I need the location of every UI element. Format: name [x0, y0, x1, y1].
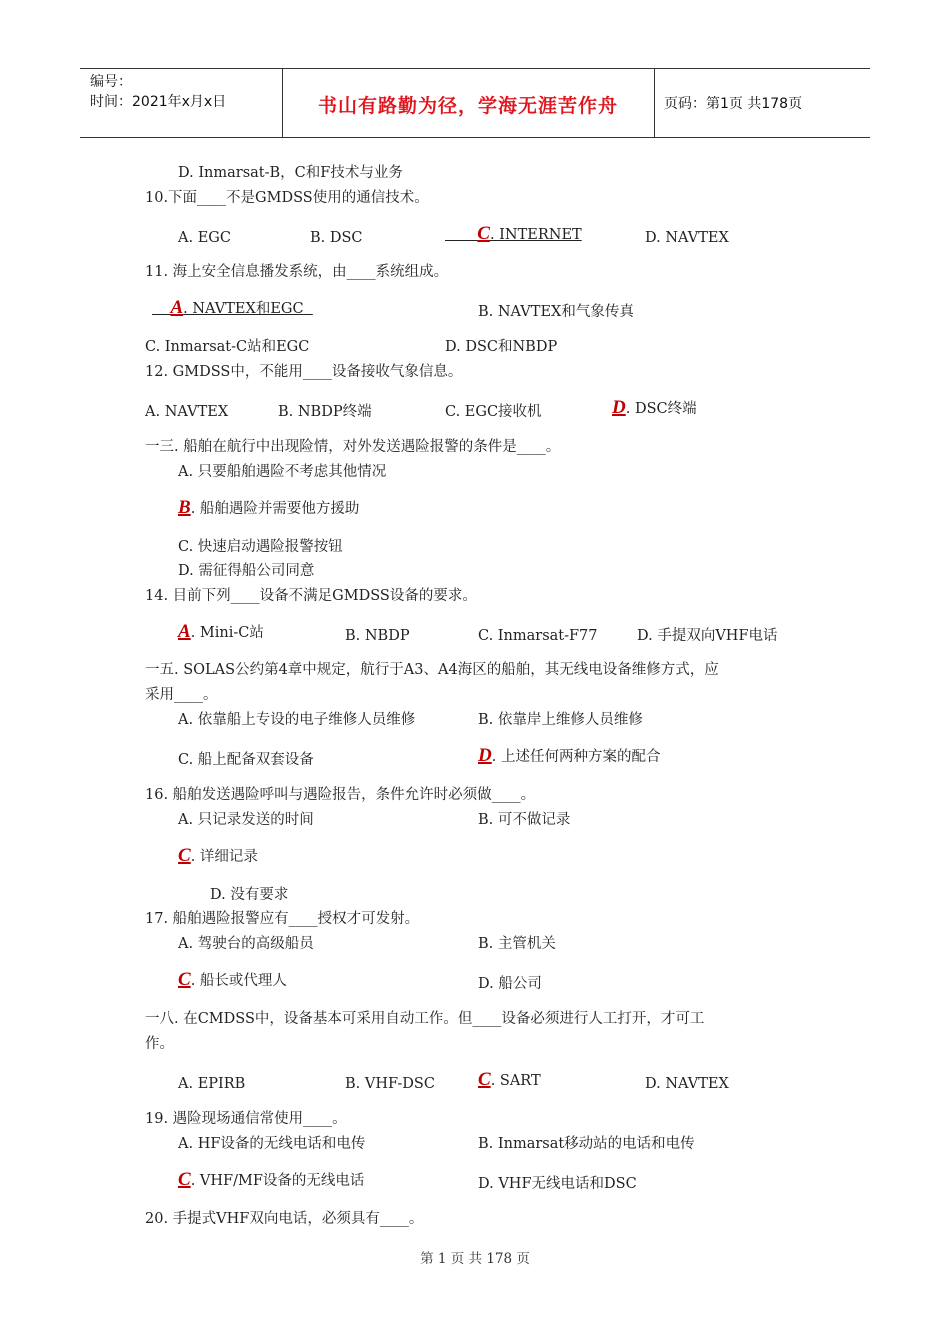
q13-option-d: D. 需征得船公司同意	[178, 563, 315, 579]
q19-option-a: A. HF设备的无线电话和电传	[178, 1136, 366, 1152]
q11-stem: 11. 海上安全信息播发系统，由____系统组成。	[145, 264, 449, 280]
q16-stem: 16. 船舶发送遇险呼叫与遇险报告，条件允许时必须做____。	[145, 787, 536, 803]
number-label: 编号：	[90, 74, 132, 90]
q12-stem: 12. GMDSS中，不能用____设备接收气象信息。	[145, 364, 463, 380]
answer-mark: D	[612, 397, 626, 418]
q17-stem: 17. 船舶遇险报警应有____授权才可发射。	[145, 911, 420, 927]
q18-option-a: A. EPIRB	[178, 1076, 246, 1092]
q15-stem: 一五. SOLAS公约第4章中规定，航行于A3、A4海区的船舶，其无线电设备维修方式，应	[145, 662, 719, 678]
q10-option-d: D. NAVTEX	[645, 230, 729, 246]
answer-mark: C	[178, 969, 191, 990]
answer-mark: C	[178, 845, 191, 866]
q11-option-c: C. Inmarsat-C站和EGC	[145, 339, 310, 355]
answer-mark: C	[178, 1169, 191, 1190]
q19-option-b: B. Inmarsat移动站的电话和电传	[478, 1136, 695, 1152]
q20-stem: 20. 手提式VHF双向电话，必须具有____。	[145, 1211, 424, 1227]
answer-mark: A	[178, 621, 191, 642]
q11-option-b: B. NAVTEX和气象传真	[478, 304, 634, 320]
header-divider	[654, 69, 655, 137]
q12-option-c: C. EGC接收机	[445, 404, 542, 420]
page-footer: 第 1 页 共 178 页	[420, 1251, 530, 1267]
header-motto: 书山有路勤为径，学海无涯苦作舟	[317, 95, 618, 117]
header-meta	[90, 72, 226, 112]
q13-option-b: B. 船舶遇险并需要他方援助	[178, 497, 360, 518]
q9-option-d: D. Inmarsat-B，C和F技术与业务	[178, 165, 403, 181]
answer-mark: B	[178, 497, 191, 518]
q16-option-d: D. 没有要求	[210, 887, 289, 903]
q10-option-a: A. EGC	[178, 230, 231, 246]
q19-option-c: C. VHF/MF设备的无线电话	[178, 1169, 365, 1190]
q18-option-b: B. VHF-DSC	[345, 1076, 435, 1092]
q18-option-c: C. SART	[478, 1069, 541, 1090]
q15-stem-cont: 采用____。	[145, 687, 218, 703]
q12-option-a: A. NAVTEX	[145, 404, 229, 420]
q10-stem: 10.下面____不是GMDSS使用的通信技术。	[145, 190, 429, 206]
time-label: 时间：2021年x月x日	[90, 94, 227, 110]
q13-option-c: C. 快速启动遇险报警按钮	[178, 539, 343, 555]
answer-mark: A	[170, 297, 184, 318]
q13-stem: 一三. 船舶在航行中出现险情，对外发送遇险报警的条件是____。	[145, 439, 561, 455]
q14-option-c: C. Inmarsat-F77	[478, 628, 598, 644]
q16-option-a: A. 只记录发送的时间	[178, 812, 314, 828]
q12-option-d: D. DSC终端	[612, 397, 697, 418]
q13-option-a: A. 只要船舶遇险不考虑其他情况	[178, 464, 387, 480]
q17-option-a: A. 驾驶台的高级船员	[178, 936, 314, 952]
q16-option-b: B. 可不做记录	[478, 812, 571, 828]
q16-option-c: C. 详细记录	[178, 845, 258, 866]
page-info: 页码：第1页 共178页	[664, 96, 803, 112]
q19-option-d: D. VHF无线电话和DSC	[478, 1176, 637, 1192]
answer-mark: C	[478, 1069, 491, 1090]
answer-mark: C	[477, 223, 490, 244]
q10-option-c: C. INTERNET	[477, 223, 582, 244]
q11-option-d: D. DSC和NBDP	[445, 339, 558, 355]
q17-option-d: D. 船公司	[478, 976, 542, 992]
answer-mark: D	[478, 745, 492, 766]
q17-option-c: C. 船长或代理人	[178, 969, 287, 990]
q19-stem: 19. 遇险现场通信常使用____。	[145, 1111, 347, 1127]
q17-option-b: B. 主管机关	[478, 936, 556, 952]
q10-option-b: B. DSC	[310, 230, 363, 246]
q11-option-a: A. NAVTEX和EGC	[170, 297, 304, 318]
page-header	[80, 68, 870, 138]
q12-option-b: B. NBDP终端	[278, 404, 372, 420]
q18-option-d: D. NAVTEX	[645, 1076, 729, 1092]
q14-option-a: A. Mini-C站	[178, 621, 264, 642]
q15-option-b: B. 依靠岸上维修人员维修	[478, 712, 643, 728]
q15-option-a: A. 依靠船上专设的电子维修人员维修	[178, 712, 416, 728]
q18-stem-cont: 作。	[145, 1036, 174, 1052]
q14-stem: 14. 目前下列____设备不满足GMDSS设备的要求。	[145, 588, 477, 604]
q18-stem: 一八. 在CMDSS中，设备基本可采用自动工作。但____设备必须进行人工打开，才可工	[145, 1011, 705, 1027]
q15-option-c: C. 船上配备双套设备	[178, 752, 314, 768]
q15-option-d: D. 上述任何两种方案的配合	[478, 745, 661, 766]
q14-option-d: D. 手提双向VHF电话	[637, 628, 778, 644]
q14-option-b: B. NBDP	[345, 628, 410, 644]
